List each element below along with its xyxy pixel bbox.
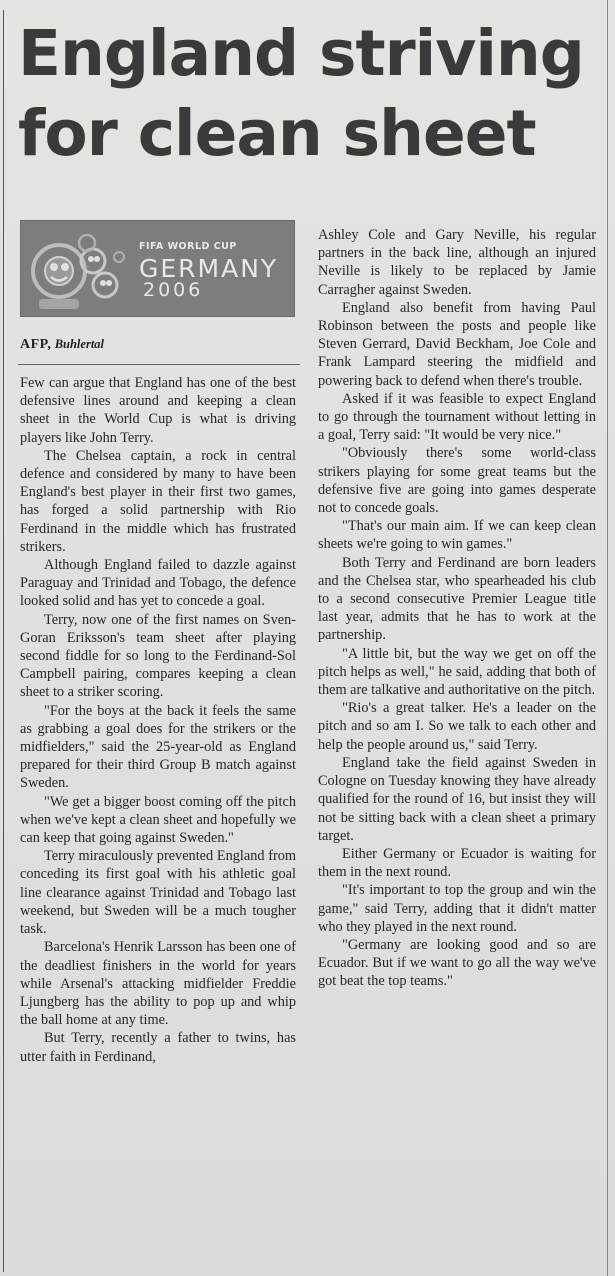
- paragraph: Ashley Cole and Gary Neville, his regular partners in the back line, although an injured Neville is likely to be replaced by Jamie Carragher against Sweden.: [318, 227, 596, 298]
- byline-agency: AFP,: [20, 337, 52, 352]
- paragraph: "That's our main aim. If we can keep clean sheets we're going to win games.": [318, 518, 596, 553]
- paragraph: Terry, now one of the first names on Sven-Goran Eriksson's team sheet after playing second fiddle for so long to the Ferdinand-Sol Campbell pairing, compares keeping a clean sheet to a striker scoring.: [20, 611, 296, 701]
- logo-small-text: FIFA WORLD CUP: [139, 241, 237, 252]
- headline: [18, 14, 603, 174]
- right-border-rule: [607, 0, 608, 1276]
- paragraph: Asked if it was feasible to expect England to go through the tournament without letting in a goal, Terry said: "It would be very nice.": [318, 390, 596, 444]
- article-column-right: [318, 226, 596, 991]
- paragraph: Few can argue that England has one of the best defensive lines around and keeping a clean sheet in the World Cup is what is driving players like John Terry.: [20, 375, 296, 446]
- left-border-rule: [3, 10, 4, 1272]
- world-cup-logo: [20, 220, 295, 317]
- paragraph: But Terry, recently a father to twins, has utter faith in Ferdinand,: [20, 1030, 296, 1065]
- paragraph: England also benefit from having Paul Robinson between the posts and people like Steven Gerrard, David Beckham, Joe Cole and Frank Lampard steering the midfield and powering back to defend when there's trouble.: [318, 299, 596, 389]
- paragraph: "Germany are looking good and so are Ecuador. But if we want to go all the way we've got beat the top teams.": [318, 936, 596, 990]
- paragraph: The Chelsea captain, a rock in central defence and considered by many to have been England's best player in their first two games, has forged a solid partnership with Rio Ferdinand in the middle which has frustrated strikers.: [20, 447, 296, 555]
- byline: [20, 336, 300, 353]
- headline-line-2: for clean sheet: [18, 97, 536, 170]
- paragraph: Barcelona's Henrik Larsson has been one of the deadliest finishers in the world for years while Arsenal's attacking midfielder Freddie Ljungberg has the ability to pop up and whip the ball home at any time.: [20, 939, 296, 1029]
- paragraph: Both Terry and Ferdinand are born leaders and the Chelsea star, who spearheaded his club to a second consecutive Premier League title last year, admits that he has to work at the partnership.: [318, 554, 596, 644]
- article-column-left: [20, 374, 296, 1066]
- paragraph: "A little bit, but the way we get on off the pitch helps as well," he said, adding that both of them are talkative and authoritative on the pitch.: [318, 645, 596, 699]
- paragraph: "Obviously there's some world-class strikers playing for some great teams but the defensive five are going into games desperate not to concede goals.: [318, 445, 596, 517]
- byline-divider: [18, 364, 300, 365]
- headline-line-1: England striving: [18, 17, 584, 90]
- paragraph: Either Germany or Ecuador is waiting for them in the next round.: [318, 845, 596, 881]
- paragraph: "We get a bigger boost coming off the pitch when we've kept a clean sheet and hopefully we can keep that going against Sweden.": [20, 793, 296, 847]
- logo-country: GERMANY: [139, 254, 279, 283]
- paragraph: Although England failed to dazzle against Paraguay and Trinidad and Tobago, the defence looked solid and has yet to concede a goal.: [20, 557, 296, 610]
- paragraph: England take the field against Sweden in Cologne on Tuesday knowing they have already qualified for the round of 16, but insist they will not be sitting back with a clean sheet a primary target.: [318, 754, 596, 844]
- paragraph: "It's important to top the group and win the game," said Terry, adding that it didn't matter who they played in the next round.: [318, 882, 596, 935]
- paragraph: "Rio's a great talker. He's a leader on the pitch and so am I. So we talk to each other and help the people around us," said Terry.: [318, 700, 596, 753]
- logo-year: 2006: [143, 279, 204, 301]
- paragraph: "For the boys at the back it feels the same as grabbing a goal does for the strikers or the midfielders," said the 25-year-old as England prepared for their third Group B match against Sweden.: [20, 702, 296, 792]
- byline-place: Buhlertal: [54, 337, 105, 351]
- paragraph: Terry miraculously prevented England from conceding its first goal with his athletic goal line clearance against Trinidad and Tobago last weekend, but Sweden will be a much tougher task.: [20, 848, 296, 938]
